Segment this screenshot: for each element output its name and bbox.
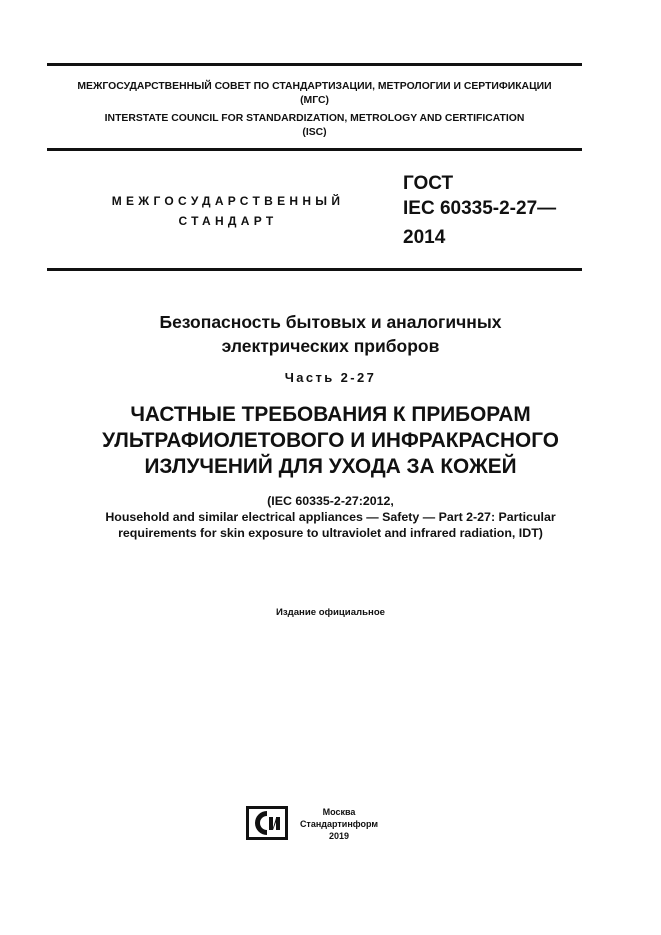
title-line2: УЛЬТРАФИОЛЕТОВОГО И ИНФРАКРАСНОГО (102, 429, 559, 452)
international-reference (0, 493, 661, 541)
edition-label: Издание официальное (275, 607, 386, 618)
designation-line1: ГОСТ (403, 173, 454, 194)
subject-line2: электрических приборов (221, 336, 440, 356)
council-abbr-en: (ISC) (302, 127, 327, 138)
council-name-en-line1: INTERSTATE COUNCIL FOR STANDARDIZATION, METROLOGY AND CERTIFICATION (104, 113, 525, 124)
subject-heading (0, 310, 661, 358)
publisher-name: Стандартинформ (299, 819, 379, 829)
subject-line1: Безопасность бытовых и аналогичных (159, 312, 502, 332)
publisher-block (296, 806, 382, 842)
title-line3: ИЗЛУЧЕНИЙ ДЛЯ УХОДА ЗА КОЖЕЙ (144, 455, 517, 478)
council-name-ru (47, 80, 582, 108)
designation-line2: IEC 60335-2-27— (403, 198, 557, 219)
publisher-city: Москва (322, 807, 356, 817)
document-title (0, 402, 661, 480)
title-line1: ЧАСТНЫЕ ТРЕБОВАНИЯ К ПРИБОРАМ (130, 403, 531, 426)
publisher-year: 2019 (328, 831, 350, 841)
standard-kind-line2: СТАНДАРТ (178, 214, 278, 228)
designation-line3: 2014 (403, 227, 446, 248)
council-abbr-ru: (МГС) (300, 95, 329, 106)
standartinform-logo-icon (246, 806, 288, 840)
intl-line1: (IEC 60335-2-27:2012, (267, 494, 394, 508)
council-name-en (47, 112, 582, 140)
council-name-ru-line1: МЕЖГОСУДАРСТВЕННЫЙ СОВЕТ ПО СТАНДАРТИЗАЦИИ, МЕТРОЛОГИИ И СЕРТИФИКАЦИИ (77, 81, 552, 92)
top-rule (47, 63, 582, 66)
part-number: Часть 2-27 (284, 370, 377, 385)
standard-kind-line1: МЕЖГОСУДАРСТВЕННЫЙ (111, 194, 345, 208)
intl-line2: Household and similar electrical appliances — Safety — Part 2-27: Particular (105, 510, 556, 524)
middle-rule (47, 148, 582, 151)
bottom-rule (47, 268, 582, 271)
intl-line3: requirements for skin exposure to ultraviolet and infrared radiation, IDT) (118, 526, 543, 540)
